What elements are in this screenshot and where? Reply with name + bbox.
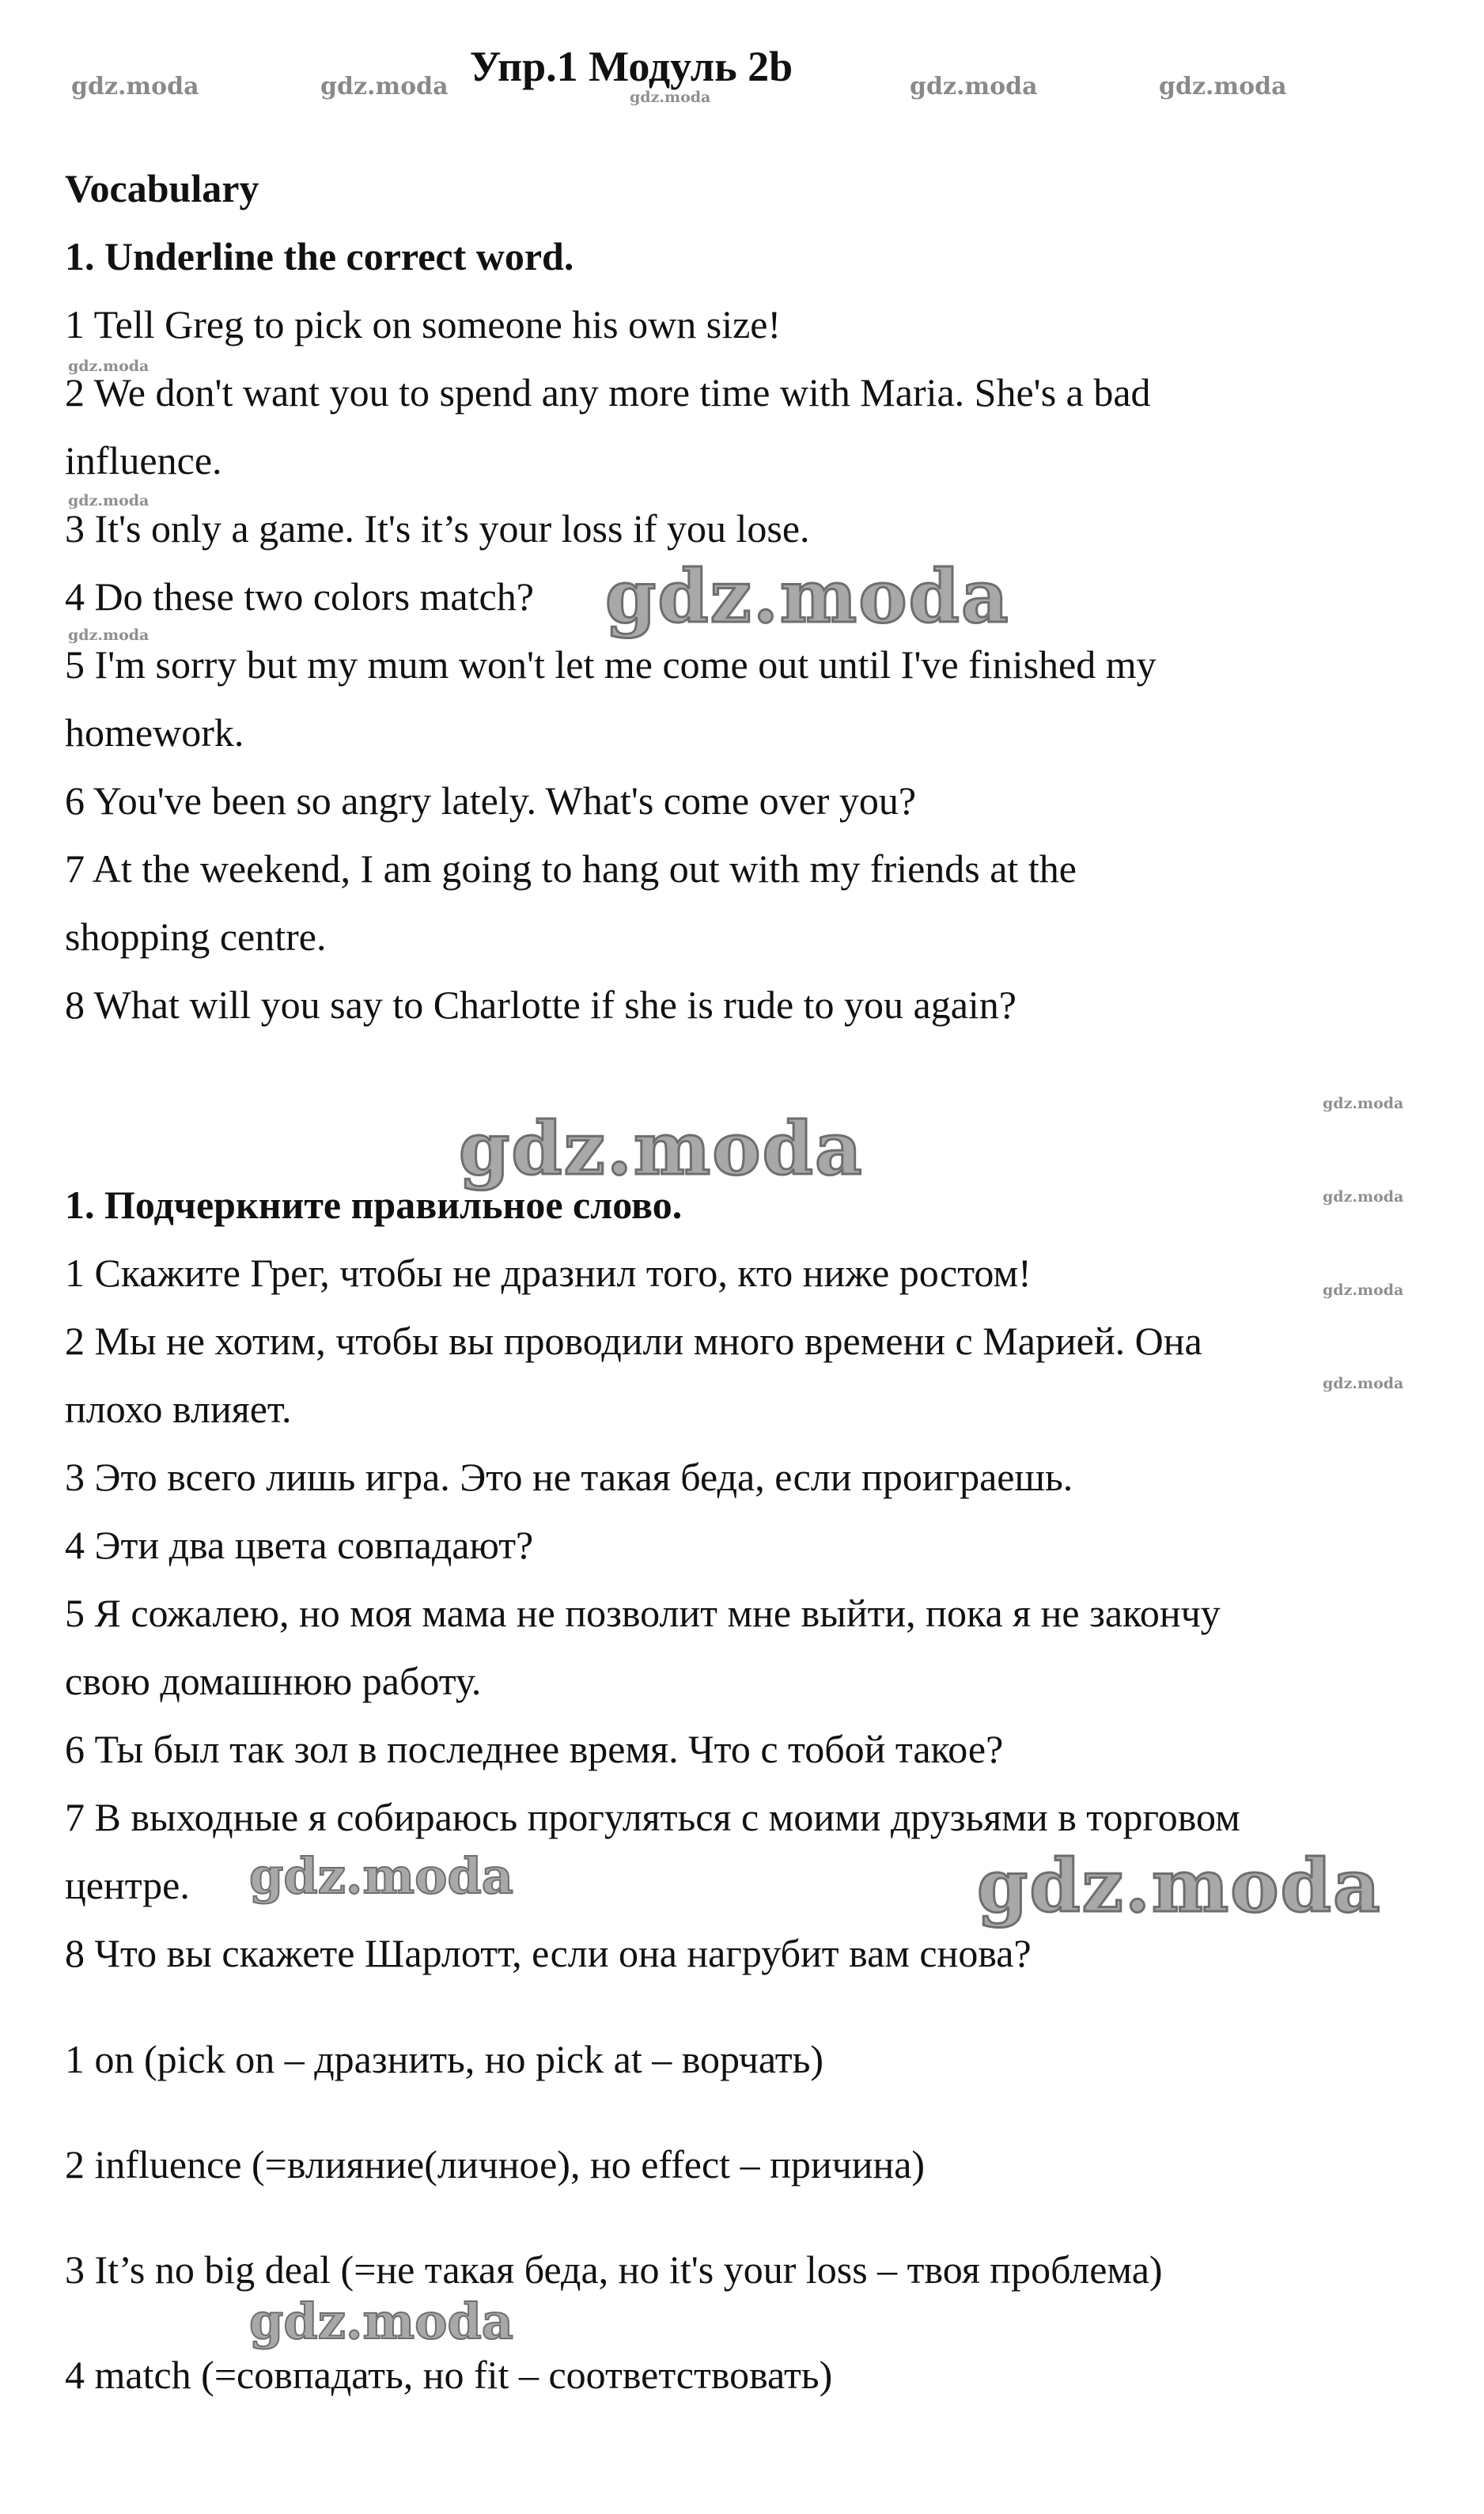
task-heading-ru: 1. Подчеркните правильное слово. [65,1183,683,1227]
sentence-en: 6 You've been so angry lately. What's come over you? [65,778,917,823]
sentence-en: 7 At the weekend, I am going to hang out with my friends at the [65,846,1077,891]
section-heading: Vocabulary [65,166,259,210]
watermark: gdz.moda [1159,73,1287,100]
watermark: gdz.moda [630,89,711,106]
watermark: gdz.moda [249,2293,513,2350]
sentence-en: influence. [65,438,222,483]
watermark: gdz.moda [68,358,150,375]
watermark: gdz.moda [1323,1375,1404,1392]
sentence-ru: плохо влияет. [65,1387,292,1431]
watermark: gdz.moda [910,73,1038,100]
sentence-ru: 8 Что вы скажете Шарлотт, если она нагрубит вам снова? [65,1931,1032,1975]
task-heading-en: 1. Underline the correct word. [65,234,574,278]
watermark: gdz.moda [68,627,150,644]
watermark: gdz.moda [1323,1282,1404,1299]
sentence-ru: 7 В выходные я собираюсь прогуляться с моими друзьями в торговом [65,1795,1240,1839]
sentence-ru: 3 Это всего лишь игра. Это не такая беда, если проиграешь. [65,1455,1073,1499]
sentence-ru: центре. [65,1863,190,1907]
watermark: gdz.moda [68,492,150,509]
sentence-en: shopping centre. [65,914,327,959]
sentence-ru: 5 Я сожалею, но моя мама не позволит мне выйти, пока я не закончу [65,1591,1221,1635]
sentence-ru: 4 Эти два цвета совпадают? [65,1523,534,1567]
watermark: gdz.moda [977,1843,1382,1929]
watermark: gdz.moda [605,554,1010,639]
page-title: Упр.1 Модуль 2b [469,43,793,90]
watermark: gdz.moda [1323,1188,1404,1206]
answer-line: 1 on (pick on – дразнить, но pick at – ворчать) [65,2037,824,2081]
sentence-en: 1 Tell Greg to pick on someone his own size! [65,302,782,346]
sentence-en: 2 We don't want you to spend any more time with Maria. She's a bad [65,370,1151,415]
watermark: gdz.moda [249,1847,513,1905]
sentence-ru: 1 Скажите Грег, чтобы не дразнил того, кто ниже ростом! [65,1251,1032,1295]
answer-line: 3 It’s no big deal (=не такая беда, но it's your loss – твоя проблема) [65,2247,1163,2292]
sentence-ru: свою домашнюю работу. [65,1659,482,1703]
sentence-ru: 6 Ты был так зол в последнее время. Что с тобой такое? [65,1727,1004,1771]
answer-line: 2 influence (=влияние(личное), но effect – причина) [65,2142,926,2186]
watermark: gdz.moda [459,1106,864,1191]
sentence-en: 4 Do these two colors match? [65,574,534,619]
sentence-ru: 2 Мы не хотим, чтобы вы проводили много времени с Марией. Она [65,1319,1202,1363]
watermark: gdz.moda [1323,1095,1404,1112]
watermark: gdz.moda [71,73,199,100]
answer-line: 4 match (=совпадать, но fit – соответствовать) [65,2353,833,2397]
sentence-en: 5 I'm sorry but my mum won't let me come out until I've finished my [65,642,1157,687]
sentence-en: 3 It's only a game. It's it’s your loss if you lose. [65,506,810,551]
sentence-en: homework. [65,710,244,755]
watermark: gdz.moda [320,73,449,100]
sentence-en: 8 What will you say to Charlotte if she is rude to you again? [65,983,1017,1027]
